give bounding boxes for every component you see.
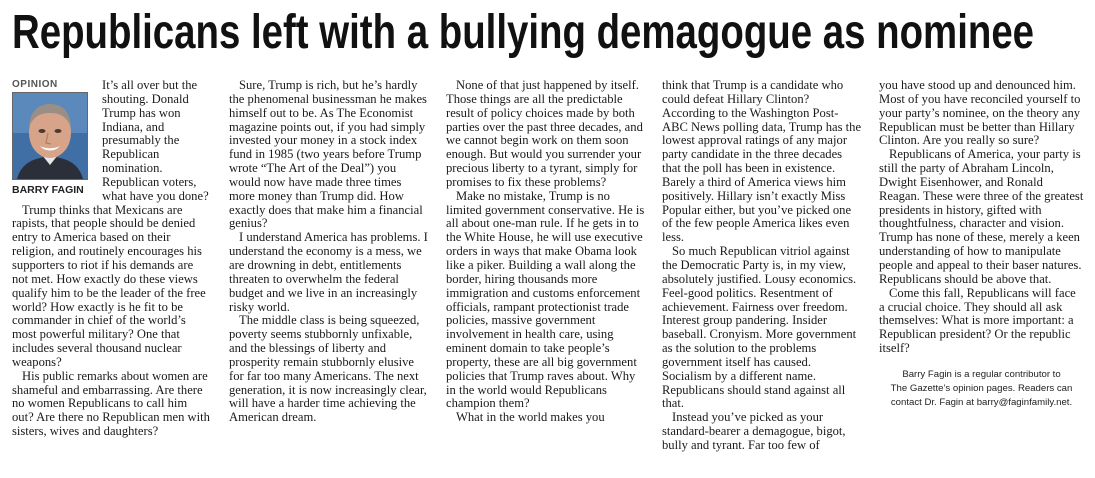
paragraph: What in the world makes you [456,410,605,425]
paragraph: Instead you’ve picked as your standard-bearer a demagogue, bigot, bully and tyrant. Far too few of [662,410,846,452]
article-column-3 [446,79,647,474]
paragraph: Sure, Trump is rich, but he’s hardly the phenomenal businessman he makes himself out to be. As The Economist magazine points out, if you had simply invested your money in a stock index fund in 1985 (two years before Trump wrote “The Art of the Deal”) you would now have made three times more money than Trump did. How exactly does that make him a financial genius? [229,79,427,231]
author-portrait-image [13,93,87,179]
paragraph: So much Republican vitriol against the Democratic Party is, in my view, absolutely justified. Lousy economics. Feel-good politics. Resentment of achievement. Fairness over freedom. Interest group pandering. Insider baseball. Cronyism. More government as the solution to the problems government itself has caused. Socialism by a different name. Republicans should stand against all that. [662,244,857,411]
section-label: OPINION [12,79,58,90]
paragraph: I understand America has problems. I understand the economy is a mess, we are drowning in debt, entitlements threaten to overwhelm the federal budget and we live in an increasingly risky world. [229,230,428,314]
paragraph: Make no mistake, Trump is no limited government conservative. He is all about one-man rule. If he gets in to the White House, he will use executive orders in ways that make Obama look like a piker. Building a wall along the border, hiring thousands more immigration and customs enforcement officials, rampant protectionist trade policies, massive government involvement in health care, using eminent domain to take people’s property, these are all big government policies that Trump raves about. Why in the world would Republicans champion them? [446,188,645,411]
bio-line: The Gazette’s opinion pages. Readers can [890,382,1073,394]
paragraph: Come this fall, Republicans will face a crucial choice. They should all ask themselves: What is more important: a Republican president? Or the republic itself? [879,285,1076,356]
article-column-5 [879,79,1084,474]
byline-box [12,79,94,196]
paragraph: think that Trump is a candidate who could defeat Hillary Clinton? According to the Washington Post-ABC News polling data, Trump has the lowest approval ratings of any major party candidate in the three decades that the poll has been in existence. Barely a third of America views him positively. Hillary isn’t exactly Miss Popular either, but you’ve picked one of the few people America likes even less. [662,79,862,245]
article-column-2 [229,79,430,474]
paragraph: The middle class is being squeezed, poverty seems stubbornly unfixable, and the blessings of liberty and prosperity remain stubbornly elusive for far too many Americans. The next generation, it is now increasingly clear, will have a harder time achieving the American dream. [229,313,427,425]
author-photo [12,92,88,180]
paragraph: His public remarks about women are shameful and embarrassing. Are there no women Republicans to call him out? Are there no Republican men with sisters, wives and daughters? [12,368,210,439]
paragraph: you have stood up and denounced him. Most of you have reconciled yourself to your party’s nominee, on the theory any Republican must be better than Hillary Clinton. Are you really so sure? [879,79,1081,148]
paragraph: Republicans of America, your party is still the party of Abraham Lincoln, Dwight Eisenhower, and Ronald Reagan. These were three of the greatest presidents in history, gifted with thoughtfulness, character and vision. Trump has none of these, merely a keen understanding of how to manipulate people and appeal to their baser natures. Republicans should be above that. [879,147,1084,286]
article-column-4 [662,79,863,474]
paragraph: It’s all over but the shouting. Donald Trump has won Indiana, and presumably the Republican nomination. Republican voters, what have you done? [102,79,209,203]
paragraph: Trump thinks that Mexicans are rapists, that people should be denied entry to America based on their religion, and routinely encourages his supporters to riot if his demands are not met. How exactly do these views qualify him to be the leader of the free world? How exactly is he fit to be commander in chief of the world’s most powerful military? One that includes several thousand nuclear weapons? [12,202,206,369]
article-column-1 [12,79,212,474]
author-bio [879,368,1084,410]
bio-line: contact Dr. Fagin at barry@faginfamily.net. [890,396,1073,408]
headline: Republicans left with a bullying demagogue as nominee [12,6,1035,59]
author-name: BARRY FAGIN [12,184,84,196]
paragraph: None of that just happened by itself. Those things are all the predictable result of policy choices made by both parties over the past three decades, and we cannot begin work on them soon enough. But would you surrender your precious liberty to a tyrant, simply for promises to fix these problems? [446,79,643,189]
bio-line: Barry Fagin is a regular contributor to [902,368,1061,380]
